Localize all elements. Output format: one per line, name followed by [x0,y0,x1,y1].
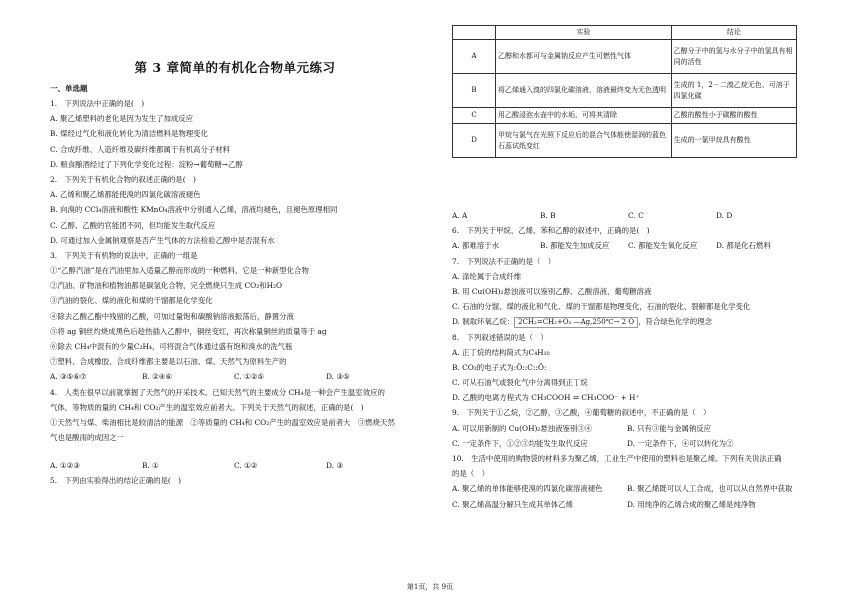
table-row [453,108,797,124]
answer-option: B. ②④⑥ [142,372,173,382]
page-title: 第 3 章简单的有机化合物单元练习 [134,60,336,75]
page-footer: 第1页，共 9页 [406,583,454,591]
table-cell-experiment: 用乙酸浸泡水壶中的水垢，可将其清除 [496,108,672,124]
option-text: D. 制取环氧乙烷： [452,317,515,327]
question-line: 气也是酸雨的成因之一 [50,433,124,443]
table-header-conclusion: 结论 [671,26,796,40]
answer-options-row [50,369,420,384]
question-line: ⑤将 ag 铜丝灼烧成黑色后趁热插入乙醇中，铜丝变红，再次称量铜丝的质量等于 ag [50,326,327,336]
question-line: D. 粮食酿酒经过了下列化学变化过程：淀粉→葡萄糖→乙醇 [50,159,243,169]
answer-options-row [452,497,802,512]
question-line: B. CO₂的电子式为:Ö::C::Ö: [452,362,547,372]
question-line: A. 正丁烷的结构简式为C₄H₁₀ [452,347,550,357]
table-cell-conclusion: 乙酸的酸性小于碳酸的酸性 [671,108,796,124]
question-line: ⑦塑料、合成橡胶、合成纤维都主要是以石油、煤、天然气为原料生产的 [50,357,287,367]
question-line [452,314,802,329]
answer-option: C. 聚乙烯高温分解只生成其单体乙烯 [452,499,573,509]
question-line: 6. 下列关于甲烷、乙烯、苯和乙醇的叙述中，正确的是( ) [452,226,650,236]
answer-option: A. 都难溶于水 [452,241,499,251]
table-cell-label: D [453,124,496,158]
chemical-equation: 2CH₂=CH₂+O₂ —Ag,250℃→ 2 O [514,317,638,328]
table-cell-experiment: 将乙烯通入溴的四氯化碳溶液，溶液最终变为无色透明 [496,74,672,108]
answer-option: A. ③⑤⑥⑦ [50,372,87,382]
question-line: 4. 人类在很早以前就掌握了天然气的开采技术。已知天然气的主要成分 CH₄是一种会产生温室效应的 [50,387,385,397]
option-text-tail: ，符合绿色化学的理念 [638,317,712,327]
answer-options-row [452,481,802,496]
answer-option: D. 都是化石燃料 [716,241,771,251]
answer-option: A. A [452,211,468,220]
answer-option: D. 用纯净的乙烯合成的聚乙烯是纯净物 [627,499,756,509]
answer-options-row [452,436,802,451]
question-line: 8. 下列叙述错误的是（ ） [452,332,548,342]
table-header-row [453,26,797,40]
question-line: A. 聚乙烯塑料的老化是因为发生了加成反应 [50,114,194,124]
answer-option: B. 只有③能与金属钠反应 [627,423,712,433]
question-line: D. 可通过加入金属钠观察是否产生气体的方法检验乙醇中是否混有水 [50,235,275,245]
question-line: A. 乙烯和聚乙烯都能使溴的四氯化碳溶液褪色 [50,190,201,200]
table-cell-experiment: 乙醇和水都可与金属钠反应产生可燃性气体 [496,40,672,74]
answer-option: B. 都能发生加成反应 [540,241,610,251]
question-line: C. 可从石油气或裂化气中分离得到正丁烷 [452,378,588,388]
answer-option: B. ① [142,461,159,471]
question-line: ②汽油、矿物油和植物油都是碳氢化合物，完全燃烧只生成 CO₂和H₂O [50,281,283,291]
answer-options-row [452,208,802,223]
answer-option: C. 都能发生氧化反应 [628,241,698,251]
question-line: 3. 下列关于有机物的说法中，正确的一组是 [50,250,198,260]
table-header-blank [453,26,496,40]
question-line: D. 乙酸的电离方程式为 CH₃COOH ⇌ CH₃COO⁻ + H⁺ [452,393,640,403]
question-line: B. 向溴的 CCl₄溶液和酸性 KMnO₄溶液中分别通入乙烯，溶液均褪色，且褪色原理相同 [50,205,338,215]
answer-option: A. ①②③ [50,461,80,471]
question-line: A. 涤纶属于合成纤维 [452,271,522,281]
question-line: 气体，等物质的量的 CH₄和 CO₂产生的温室效应前者大。下列关于天然气的叙述，正确的是( ) [50,402,364,412]
answer-option: B. B [540,211,556,220]
left-question-list [50,96,420,489]
table-cell-conclusion: 乙醇分子中的氢与水分子中的氢具有相同的活性 [671,40,796,74]
answer-option: C. ①② [234,461,258,471]
right-question-list [452,208,802,512]
question-line: 7. 下列说法不正确的是（ ） [452,256,556,266]
table-row [453,124,797,158]
question-line: ⑥除去 CH₄中混有的少量C₂H₄，可将混合气体通过盛有饱和溴水的洗气瓶 [50,342,293,351]
question-line: C. 石油的分馏、煤的液化和气化、煤的干馏都是物理变化，石油的裂化、裂解都是化学变化 [452,302,751,312]
question-line: ①天然气与煤、柴油相比是较清洁的能源 ②等质量的 CH₄和 CO₂产生的温室效应是前者大 ③燃烧天然 [50,417,395,427]
answer-option: C. 一定条件下，①②③均能发生取代反应 [452,438,588,448]
question-line: ①“乙醇汽油”是在汽油里加入适量乙醇而形成的一种燃料，它是一种新型化合物 [50,266,309,276]
answer-option: D. ③ [326,461,343,471]
table-row [453,40,797,74]
question-line: 10. 生活中使用的购物袋的材料多为聚乙烯，工业生产中使用的塑料也是聚乙烯。下列有关说法正确 [452,454,782,463]
question-line: ④除去乙酸乙酯中残留的乙酸，可加过量饱和碳酸钠溶液振荡后，静置分液 [50,311,294,321]
table-row [453,74,797,108]
question-line: 2. 下列关于有机化合物的叙述正确的是( ) [50,174,196,184]
answer-option: C. C [628,211,644,220]
table-cell-experiment: 甲烷与氯气在光照下反应后的混合气体能使湿润的蓝色石蕊试纸变红 [496,124,672,158]
table-cell-label: B [453,74,496,108]
answer-options-row [50,458,420,473]
question-line: 1. 下列说法中正确的是( ) [50,99,145,108]
table-cell-conclusion: 生成的一氯甲烷具有酸性 [671,124,796,158]
answer-option: A. 聚乙烯的单体能够使溴的四氯化碳溶液褪色 [452,484,603,494]
question-line: ③汽油的裂化、煤的液化和煤的干馏都是化学变化 [50,296,213,306]
answer-option: B. 聚乙烯既可以人工合成，也可以从自然界中获取 [627,484,793,494]
answer-option: D. 一定条件下，④可以转化为② [627,438,734,448]
answer-option: D. ③⑤ [326,372,350,382]
question-line: 9. 下列关于①乙烷，②乙醇，③乙酸，④葡萄糖的叙述中，不正确的是（ ） [452,408,711,418]
table-header-experiment: 实验 [496,26,672,40]
question-line: B. 煤经过气化和液化转化为清洁燃料是物理变化 [50,129,208,139]
answer-option: C. ①②⑤ [234,372,264,382]
question-line: C. 乙醇、乙酸的官能团不同，但均能发生取代反应 [50,220,216,230]
table-cell-conclusion: 生成的 1，2－二溴乙烷无色、可溶于四氯化碳 [671,74,796,108]
section-heading: 一、单选题 [50,84,88,93]
question-line: B. 用 Cu(OH)₂悬浊液可以鉴别乙醇、乙酸溶液、葡萄糖溶液 [452,286,652,296]
answer-option: A. 可以用新制的 Cu(OH)₂悬浊液鉴别③④ [452,423,593,433]
answer-options-row [452,238,802,253]
question-line: 5. 下列由实验得出的结论正确的是( ) [50,476,182,486]
answer-option: D. D [716,211,733,220]
table-cell-label: C [453,108,496,124]
question-line: C. 合成纤维、人造纤维及碳纤维都属于有机高分子材料 [50,144,231,154]
answer-options-row [452,421,802,436]
table-cell-label: A [453,40,496,74]
question-line: 的是（ ） [452,469,489,479]
experiment-table [452,25,797,158]
